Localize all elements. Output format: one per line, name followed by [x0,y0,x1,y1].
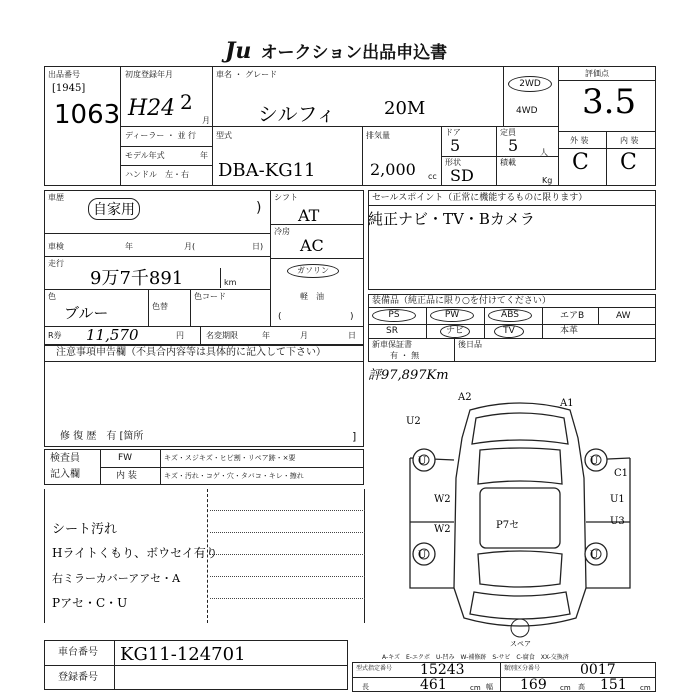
form-title: オークション出品申込書 [260,43,448,63]
inspection-day: 日) [252,242,264,251]
diagram-label-u3: U3 [610,516,625,527]
registration-month-suffix: 月 [202,116,210,125]
displacement-value: 2,000 [370,160,416,179]
doors-value: 5 [450,136,461,155]
shape-label: 形状 [445,158,461,167]
inspection-month: 月( [184,242,196,251]
equip-airbag: エアB [560,311,585,321]
diagram-label-c1: C1 [614,468,629,479]
height-label: 高 [578,683,585,691]
equip-leather: 本革 [560,326,579,336]
diagram-label-u1: U1 [610,494,625,505]
repair-history-label: 修 復 歴 有 [箇所 [60,431,144,442]
diagram-label-u-rl: U [418,550,427,561]
chassis-label: 車台番号 [58,647,98,658]
equip-ps: PS [372,309,416,322]
note-line-1: シート汚れ [52,522,118,537]
recycle-label: R券 [48,331,62,340]
vehicle-grade: 20M [384,98,426,119]
equip-tv: TV [494,325,524,338]
diagram-label-a1: A1 [560,398,574,409]
odometer-note: 評97,897Km [368,368,449,383]
width-value: 169 [520,677,547,693]
sales-point-label: セールスポイント（正常に機能するものに限ります） [372,193,588,203]
inspector-interior-items: キズ・汚れ・コゲ・穴・タバコ・キレ・擦れ [164,472,304,480]
diagram-label-w2-a: W2 [434,494,451,505]
header [225,38,447,64]
inspector-fw-items: キズ・スジキズ・ヒビ割・リペア跡・×要 [164,454,296,462]
inspector-label-2: 記入欄 [50,469,80,480]
diagram-label-u-fr: U [590,456,599,467]
repaint-label: 色替 [152,302,168,311]
name-change-label: 名変期限 [206,331,238,340]
warranty-value: 有 ・ 無 [390,351,420,360]
drive-2wd: 2WD [508,76,552,92]
color-value: ブルー [64,304,109,322]
recycle-value: 11,570 [86,326,139,344]
history-label: 車歴 [48,193,64,202]
width-unit: cm [560,684,571,692]
recycle-unit: 円 [176,331,184,340]
class-label: 類別区分番号 [504,665,541,672]
load-unit: Kg [542,176,553,185]
registration-era: H24 [128,96,176,121]
vehicle-name-label: 車名 ・ グレード [216,70,278,79]
sales-point-value: 純正ナビ・TV・Bカメラ [368,210,535,228]
model-year-label: モデル年式 [125,151,165,160]
drive-4wd: 4WD [516,106,538,116]
diagram-label-u-rr: U [590,550,599,561]
lot-label: 出品番号 [48,70,80,79]
inspection-label: 車検 [48,242,64,251]
handle-label: ハンドル 左・右 [125,170,189,179]
interior-label: 内 装 [620,136,639,145]
registration-number-label: 登録番号 [58,672,98,683]
diagram-label-u2: U2 [406,416,421,427]
mileage-unit: km [224,278,237,287]
name-change-day: 日 [348,331,356,340]
note-line-3: 右ミラーカバーアアセ・A [52,572,181,585]
length-unit: cm [470,684,481,692]
height-unit: cm [640,684,651,692]
notes-label: 注意事項申告欄（不具合内容等は具体的に記入して下さい） [56,347,326,358]
inspector-interior-label: 内 装 [116,471,137,481]
shift-label: シフト [274,193,298,202]
equip-pw: PW [430,309,474,322]
inspector-fw-label: FW [118,453,133,463]
inspection-year: 年 [125,242,133,251]
exterior-label: 外 装 [570,136,589,145]
auction-logo: Ju [225,38,252,64]
diagram-label-p7: P7セ [496,520,520,531]
registration-label: 初度登録年月 [125,70,173,79]
displacement-unit: cc [428,172,437,181]
diagram-label-spare: スペア [510,640,531,648]
registration-month: 2 [180,90,193,114]
equip-abs: ABS [488,309,532,322]
model-year-unit: 年 [200,151,208,160]
diagram-label-a2: A2 [458,392,472,403]
note-line-2: Hライトくもり、ボウセイ有り [52,546,218,560]
seats-label: 定員 [500,128,516,137]
doors-label: ドア [445,128,461,137]
score-value: 3.5 [582,82,637,122]
frame-value: 15243 [420,662,465,678]
damage-legend: A-キズ E-エクボ U-凹み W-補修跡 S-サビ C-腐食 XX-交換済 [382,654,569,661]
load-label: 積載 [500,158,516,167]
type-label: 型式 [216,131,232,140]
frame-label: 型式指定番号 [356,665,393,672]
score-label: 評価点 [585,69,609,78]
equip-navi: ナビ [440,325,470,338]
displacement-label: 排気量 [366,131,390,140]
inspector-label-1: 検査員 [50,453,80,464]
exterior-score: C [572,150,589,175]
note-line-4: Pアセ・C・U [52,596,128,610]
lot-number: 1063 [54,100,121,130]
height-value: 151 [600,677,627,693]
shift-value: AT [298,206,320,225]
shape-value: SD [450,166,474,185]
equipment-label: 装備品（純正品に限り○を付けてください） [372,296,551,306]
length-label: 長 [362,683,369,691]
seats-unit: 人 [540,148,548,157]
car-damage-diagram [400,388,640,650]
interior-score: C [620,150,637,175]
vehicle-name: シルフィ [258,102,336,126]
type-value: DBA-KG11 [218,160,316,181]
equip-sr: SR [386,326,398,336]
mileage-label: 走行 [48,259,64,268]
length-value: 461 [420,677,447,693]
fuel-diesel: 軽 油 [300,292,324,301]
fuel-gasoline: ガソリン [287,264,339,278]
ac-label: 冷房 [274,227,290,236]
post-items-label: 後日品 [458,340,482,349]
warranty-label: 新車保証書 [372,340,412,349]
chassis-value: KG11-124701 [120,644,246,665]
diagram-label-u-fl: U [418,456,427,467]
name-change-month: 月 [300,331,308,340]
lot-sub-number: [1945] [52,83,86,94]
mileage-value: 9万7千891 [90,268,184,289]
ac-value: AC [300,236,324,255]
history-value: 自家用 [88,198,140,220]
diagram-label-w2-b: W2 [434,524,451,535]
color-code-label: 色コード [194,292,226,301]
dealer-label: ディーラー ・ 並 行 [125,131,196,140]
color-label: 色 [48,292,56,301]
seats-value: 5 [508,136,519,155]
name-change-year: 年 [262,331,270,340]
width-label: 幅 [486,683,493,691]
class-value: 0017 [580,662,616,678]
equip-aw: AW [616,311,631,321]
